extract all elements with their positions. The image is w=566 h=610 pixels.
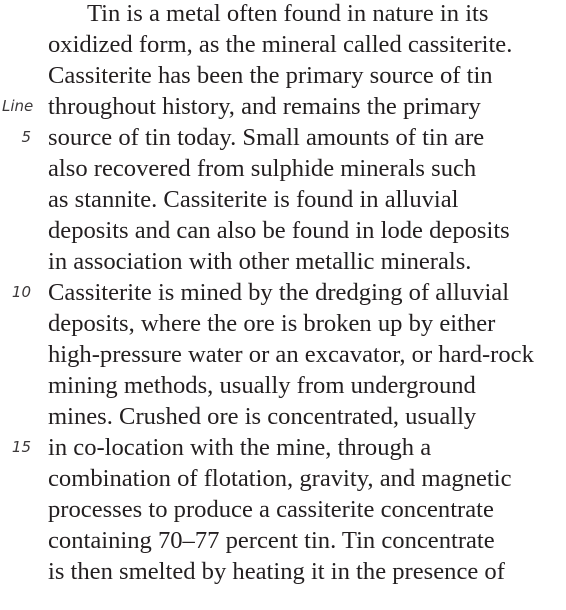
passage-line-17: processes to produce a cassiterite concentrate bbox=[48, 496, 494, 523]
passage-line-13: mining methods, usually from underground bbox=[48, 372, 476, 399]
passage-line-14: mines. Crushed ore is concentrated, usually bbox=[48, 403, 477, 430]
passage-line-12: high-pressure water or an excavator, or hard-rock bbox=[48, 341, 534, 368]
passage-line-10: Cassiterite is mined by the dredging of alluvial bbox=[48, 279, 510, 306]
line-number-5: 5 bbox=[21, 128, 31, 146]
passage-line-4: throughout history, and remains the primary bbox=[48, 93, 481, 120]
passage-line-16: combination of flotation, gravity, and magnetic bbox=[48, 465, 512, 492]
passage-line-3: Cassiterite has been the primary source of tin bbox=[48, 62, 493, 89]
passage-line-2: oxidized form, as the mineral called cassiterite. bbox=[48, 31, 513, 58]
passage-line-5: source of tin today. Small amounts of tin are bbox=[48, 124, 485, 151]
passage-line-15: in co-location with the mine, through a bbox=[48, 434, 432, 461]
line-number-10: 10 bbox=[11, 283, 31, 301]
passage-line-8: deposits and can also be found in lode deposits bbox=[48, 217, 510, 244]
passage-line-7: as stannite. Cassiterite is found in alluvial bbox=[48, 186, 459, 213]
line-label: Line bbox=[2, 97, 34, 115]
line-number-15: 15 bbox=[11, 438, 31, 456]
passage-line-9: in association with other metallic minerals. bbox=[48, 248, 472, 275]
passage-line-19: is then smelted by heating it in the presence of bbox=[48, 558, 505, 585]
passage-line-6: also recovered from sulphide minerals such bbox=[48, 155, 477, 182]
passage-line-1: Tin is a metal often found in nature in its bbox=[87, 0, 489, 27]
passage-line-11: deposits, where the ore is broken up by either bbox=[48, 310, 496, 337]
passage-line-18: containing 70–77 percent tin. Tin concentrate bbox=[48, 527, 495, 554]
